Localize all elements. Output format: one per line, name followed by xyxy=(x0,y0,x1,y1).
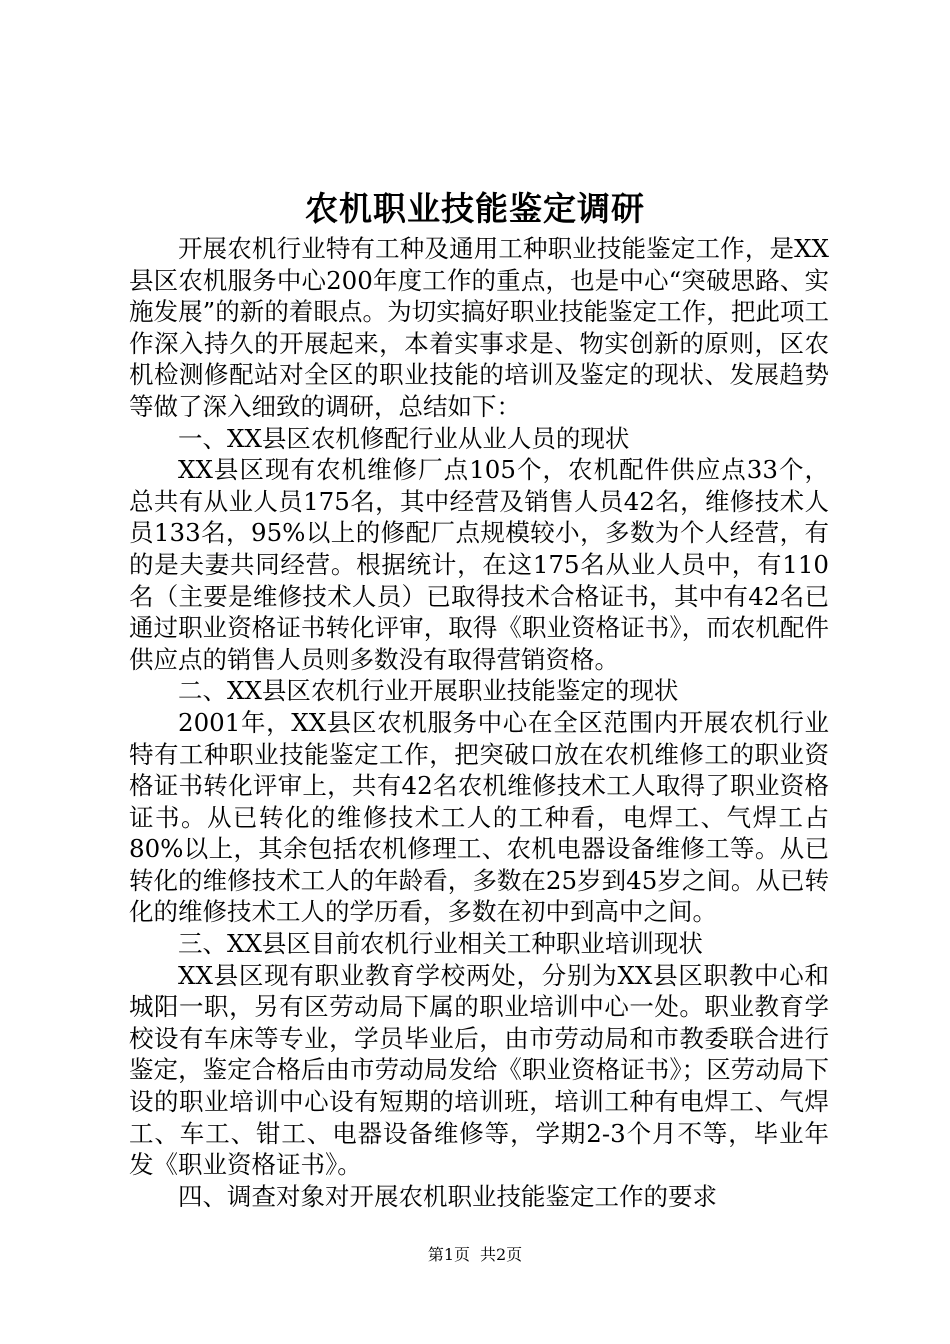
section-paragraph-2: 2001年，XX县区农机服务中心在全区范围内开展农机行业特有工种职业技能鉴定工作，把突破口放在农机维修工的职业资格证书转化评审上，共有42名农机维修技术工人取得了职业资格证书。从已转化的维修技术工人的工种看，电焊工、气焊工占80%以上，其余包括农机修理工、农机电器设备维修工等。从已转化的维修技术工人的年龄看，多数在25岁到45岁之间。从已转化的维修技术工人的学历看，多数在初中到高中之间。 xyxy=(129,707,829,927)
document-body xyxy=(129,233,829,1212)
section-heading-3: 三、XX县区目前农机行业相关工种职业培训现状 xyxy=(178,929,703,959)
page-total: 共2页 xyxy=(480,1245,523,1264)
section-paragraph-3: XX县区现有职业教育学校两处，分别为XX县区职教中心和城阳一职，另有区劳动局下属的职业培训中心一处。职业教育学校设有车床等专业，学员毕业后，由市劳动局和市教委联合进行鉴定，鉴定合格后由市劳动局发给《职业资格证书》；区劳动局下设的职业培训中心设有短期的培训班，培训工种有电焊工、气焊工、车工、钳工、电器设备维修等，学期2-3个月不等，毕业年发《职业资格证书》。 xyxy=(129,960,829,1180)
section-heading-2: 二、XX县区农机行业开展职业技能鉴定的现状 xyxy=(178,676,679,706)
page-footer xyxy=(0,1243,950,1267)
page-number: 第1页 xyxy=(427,1245,470,1264)
section-heading-4: 四、调查对象对开展农机职业技能鉴定工作的要求 xyxy=(178,1181,717,1211)
section-paragraph-1: XX县区现有农机维修厂点105个，农机配件供应点33个，总共有从业人员175名，其中经营及销售人员42名，维修技术人员133名，95%以上的修配厂点规模较小，多数为个人经营，有的是夫妻共同经营。根据统计，在这175名从业人员中，有110名（主要是维修技术人员）已取得技术合格证书，其中有42名已通过职业资格证书转化评审，取得《职业资格证书》，而农机配件供应点的销售人员则多数没有取得营销资格。 xyxy=(129,455,829,674)
intro-paragraph: 开展农机行业特有工种及通用工种职业技能鉴定工作，是XX县区农机服务中心200年度工作的重点，也是中心“突破思路、实施发展”的新的着眼点。为切实搞好职业技能鉴定工作，把此项工作深入持久的开展起来，本着实事求是、物实创新的原则，区农机检测修配站对全区的职业技能的培训及鉴定的现状、发展趋势等做了深入细致的调研，总结如下： xyxy=(129,234,829,421)
document-title: 农机职业技能鉴定调研 xyxy=(305,189,645,228)
section-heading-1: 一、XX县区农机修配行业从业人员的现状 xyxy=(178,423,630,453)
